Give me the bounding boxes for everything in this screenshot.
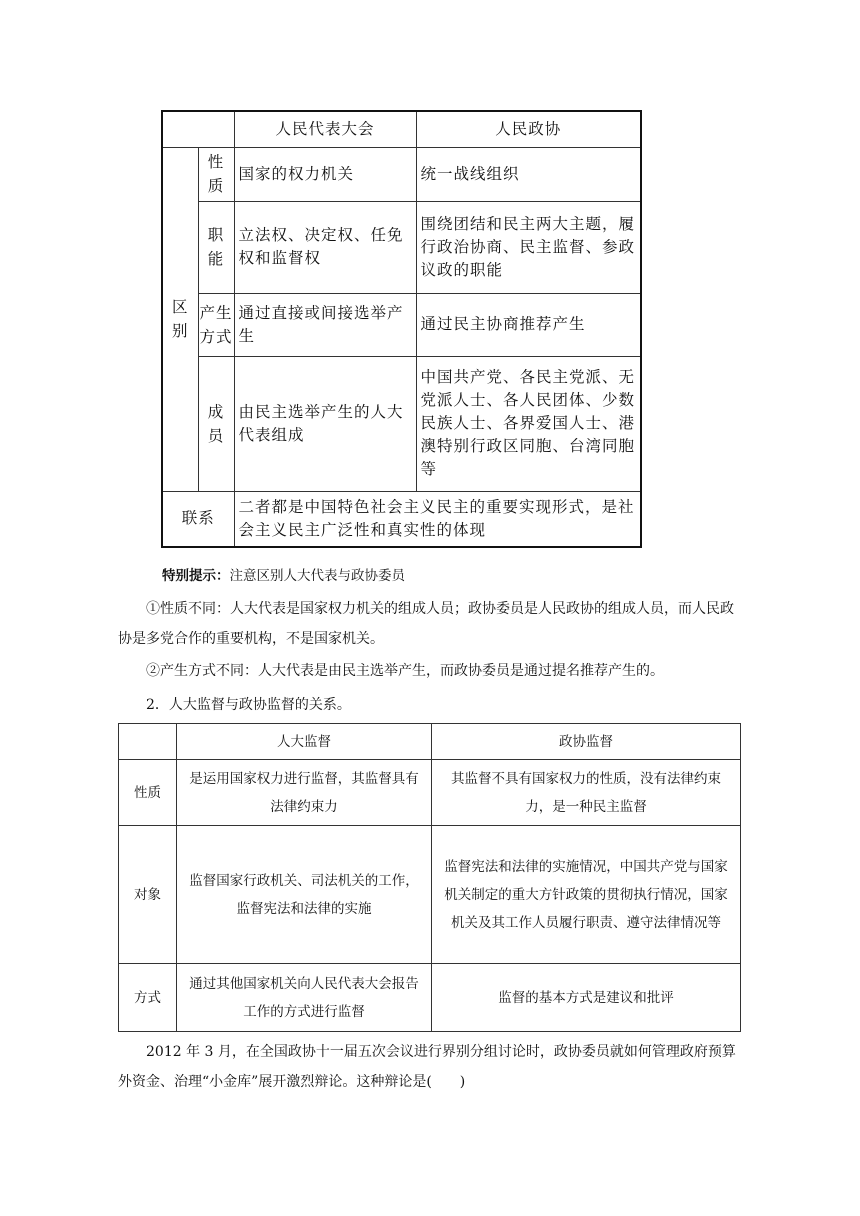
table2-cell-npc: 是运用国家权力进行监督，其监督具有法律约束力: [177, 760, 432, 826]
table1-header-cppcc: 人民政协: [416, 111, 641, 147]
table1-link-label: 联系: [162, 491, 234, 547]
table1-cell-cppcc: 中国共产党、各民主党派、无党派人士、各人民团体、少数民族人士、各界爱国人士、港澳特别行政区同胞、台湾同胞等: [416, 356, 641, 491]
table1-cell-npc: 立法权、决定权、任免权和监督权: [234, 201, 416, 293]
table2-row-label: 对象: [119, 826, 177, 964]
table1-cell-npc: 由民主选举产生的人大代表组成: [234, 356, 416, 491]
question-text: 2012 年 3 月，在全国政协十一届五次会议进行界别分组讨论时，政协委员就如何管理政府预算外资金、治理“小金库”展开激烈辩论。这种辩论是( ): [118, 1044, 736, 1090]
npc-cppcc-difference-table: [161, 110, 642, 548]
special-note: [162, 561, 786, 591]
table1-cell-cppcc: 统一战线组织: [416, 147, 641, 201]
table2-corner-cell: [119, 724, 177, 760]
note-paragraph-1: ①性质不同：人大代表是国家权力机关的组成人员；政协委员是人民政协的组成人员，而人民政协是多党合作的重要机构，不是国家机关。: [118, 601, 734, 647]
table1-group-label: 区别: [162, 147, 198, 491]
table1-row-label: 产生方式: [198, 293, 234, 356]
table2-cell-cppcc: 监督宪法和法律的实施情况，中国共产党与国家机关制定的重大方针政策的贯彻执行情况，国家机关及其工作人员履行职责、遵守法律情况等: [432, 826, 741, 964]
table2-cell-cppcc: 其监督不具有国家权力的性质，没有法律约束力，是一种民主监督: [432, 760, 741, 826]
table1-corner-cell: [162, 111, 234, 147]
table1-link-text: 二者都是中国特色社会主义民主的重要实现形式，是社会主义民主广泛性和真实性的体现: [234, 491, 641, 547]
table2-cell-cppcc: 监督的基本方式是建议和批评: [432, 964, 741, 1032]
table1-cell-cppcc: 通过民主协商推荐产生: [416, 293, 641, 356]
table1-cell-npc: 通过直接或间接选举产生: [234, 293, 416, 356]
table1-header-npc: 人民代表大会: [234, 111, 416, 147]
table1-cell-npc: 国家的权力机关: [234, 147, 416, 201]
table2-row-label: 方式: [119, 964, 177, 1032]
table1-row-label: 成员: [198, 356, 234, 491]
table1-row-label: 性质: [198, 147, 234, 201]
table2-cell-npc: 监督国家行政机关、司法机关的工作，监督宪法和法律的实施: [177, 826, 432, 964]
special-note-title: 特别提示：: [162, 568, 230, 584]
table2-row-label: 性质: [119, 760, 177, 826]
table2-header-cppcc: 政协监督: [432, 724, 741, 760]
table1-row-label: 职能: [198, 201, 234, 293]
supervision-comparison-table: [118, 723, 741, 1032]
note-paragraph-2: ②产生方式不同：人大代表是由民主选举产生，而政协委员是通过提名推荐产生的。: [146, 663, 664, 679]
section-heading-2: 2．人大监督与政协监督的关系。: [146, 697, 351, 713]
table2-header-npc: 人大监督: [177, 724, 432, 760]
table1-cell-cppcc: 围绕团结和民主两大主题，履行政治协商、民主监督、参政议政的职能: [416, 201, 641, 293]
table2-cell-npc: 通过其他国家机关向人民代表大会报告工作的方式进行监督: [177, 964, 432, 1032]
special-note-subtitle: 注意区别人大代表与政协委员: [229, 568, 405, 584]
